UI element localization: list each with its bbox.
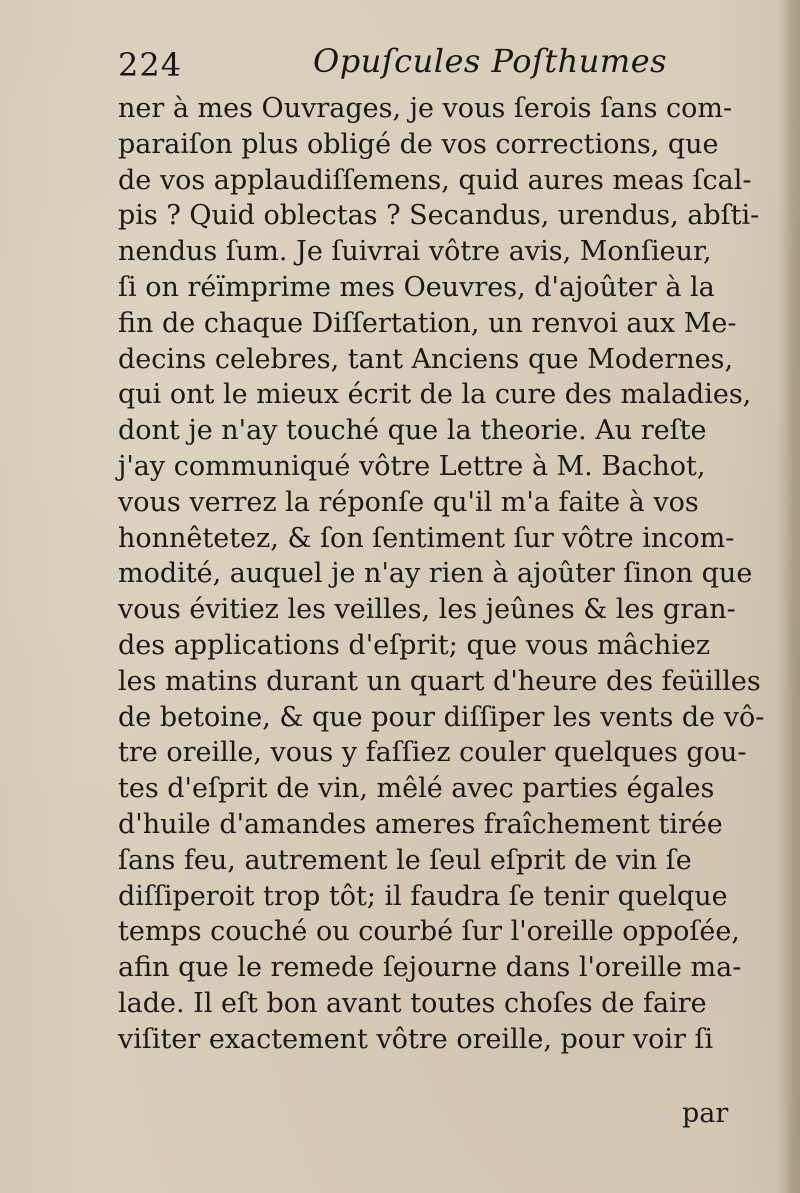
text-line: pis ? Quid oblectas ? Secandus, urendus, abſti- (118, 200, 760, 232)
catchword: par (682, 1098, 729, 1129)
text-line: vous verrez la réponſe qu'il m'a faite à vos (118, 486, 699, 518)
text-line: ſans feu, autrement le ſeul eſprit de vin ſe (118, 844, 692, 876)
text-line: ner à mes Ouvrages, je vous ſerois ſans com- (118, 93, 733, 124)
text-line: paraiſon plus obligé de vos corrections, que (118, 128, 719, 160)
text-line: temps couché ou courbé ſur l'oreille oppoſée, (118, 916, 740, 948)
text-line: viſiter exactement vôtre oreille, pour voir ſi (118, 1023, 714, 1055)
text-line: afin que le remede ſejourne dans l'oreille ma- (118, 952, 742, 984)
text-line: d'huile d'amandes ameres fraîchement tirée (118, 808, 723, 840)
text-line: diſſiperoit trop tôt; il faudra ſe tenir quelque (118, 880, 728, 912)
text-line: fin de chaque Diſſertation, un renvoi aux Me- (118, 307, 737, 339)
page-edge-shadow (778, 0, 800, 1193)
text-line: nendus ſum. Je ſuivrai vôtre avis, Monſieur, (118, 236, 712, 268)
text-line: honnêtetez, & ſon ſentiment ſur vôtre incom- (118, 522, 735, 554)
text-line: j'ay communiqué vôtre Lettre à M. Bachot, (118, 450, 706, 482)
body-text (118, 91, 765, 1058)
text-line: lade. Il eſt bon avant toutes choſes de faire (118, 987, 707, 1019)
page-header (118, 42, 738, 90)
text-line: decins celebres, tant Anciens que Modernes, (118, 343, 734, 375)
text-line: qui ont le mieux écrit de la cure des maladies, (118, 379, 752, 411)
text-line: modité, auquel je n'ay rien à ajoûter ſinon que (118, 558, 753, 590)
text-line: vous évitiez les veilles, les jeûnes & les gran- (118, 594, 736, 626)
text-line: tre oreille, vous y faſſiez couler quelques gou- (118, 737, 747, 769)
running-head: Opuſcules Poſthumes (313, 42, 668, 80)
text-line: des applications d'eſprit; que vous mâchiez (118, 629, 711, 661)
text-line: ſi on réïmprime mes Oeuvres, d'ajoûter à la (118, 271, 715, 303)
text-line: de betoine, & que pour diſſiper les vents de vô- (118, 701, 765, 733)
page-number: 224 (118, 46, 183, 84)
text-line: dont je n'ay touché que la theorie. Au reſte (118, 415, 707, 447)
text-line: de vos applaudiſſemens, quid aures meas ſcal- (118, 164, 752, 196)
text-line: les matins durant un quart d'heure des feüilles (118, 665, 761, 697)
text-line: tes d'eſprit de vin, mêlé avec parties égales (118, 773, 715, 805)
